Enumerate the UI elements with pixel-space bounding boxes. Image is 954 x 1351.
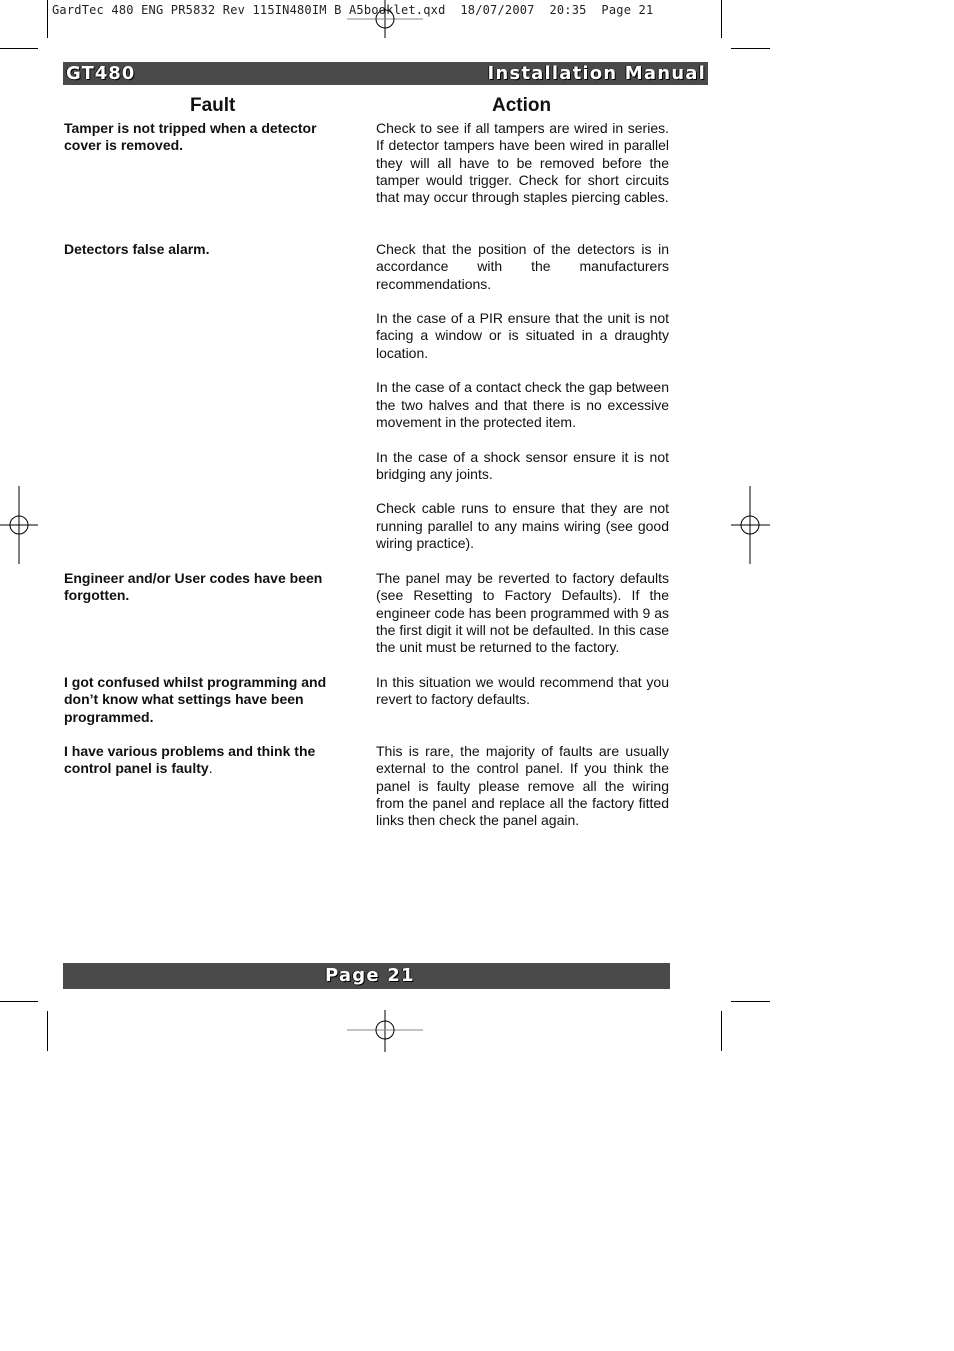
fault-text	[64, 241, 349, 258]
print-slug-line: GardTec 480 ENG PR5832 Rev 115IN480IM B A5booklet.qxd 18/07/2007 20:35 Page 21	[52, 3, 654, 17]
action-paragraph: In the case of a contact check the gap between the two halves and that there is no excessive movement in the protected item.	[376, 379, 669, 430]
fault-label: I got confused whilst programming and don’t know what settings have been programmed.	[64, 674, 327, 725]
page-number: Page 21	[325, 965, 415, 986]
crop-mark-bottom-left-horizontal	[0, 1001, 38, 1002]
crop-mark-bottom-right-vertical	[721, 1011, 722, 1051]
registration-mark-top-icon	[345, 0, 425, 40]
footer-bar	[63, 963, 670, 989]
action-paragraph: Check to see if all tampers are wired in series. If detector tampers have been wired in parallel they will all have to be removed before the tamper would trigger. Check for short circuits that may occur through staples piercing cables.	[376, 120, 669, 206]
fault-text	[64, 674, 349, 726]
action-paragraph: In the case of a shock sensor ensure it is not bridging any joints.	[376, 448, 669, 482]
action-text	[376, 570, 669, 656]
registration-mark-right-icon	[730, 486, 770, 564]
fault-label: Engineer and/or User codes have been forgotten.	[64, 570, 323, 604]
fault-text	[64, 743, 349, 778]
fault-label: Detectors false alarm.	[64, 241, 210, 257]
action-column-heading: Action	[492, 95, 552, 116]
action-paragraph: The panel may be reverted to factory defaults (see Resetting to Factory Defaults). If the engineer code has been programmed with 9 as the first digit it will not be defaulted. In this case the unit must be returned to the factory.	[376, 570, 669, 656]
action-paragraph: This is rare, the majority of faults are usually external to the control panel. If you think the panel is faulty please remove all the wiring from the panel and replace all the factory fitted links then check the panel again.	[376, 743, 669, 829]
action-paragraph: Check cable runs to ensure that they are not running parallel to any mains wiring (see good wiring practice).	[376, 500, 669, 552]
fault-column-heading: Fault	[190, 95, 236, 116]
registration-mark-bottom-icon	[345, 1010, 425, 1052]
registration-mark-left-icon	[0, 486, 40, 564]
action-text	[376, 241, 669, 552]
crop-mark-top-right-vertical	[721, 0, 722, 38]
action-paragraph: Check that the position of the detectors is in accordance with the manufacturers recommendations.	[376, 241, 669, 292]
crop-mark-bottom-left-vertical	[47, 1011, 48, 1051]
product-name: GT480	[66, 63, 136, 84]
fault-label: I have various problems and think the control panel is faulty	[64, 743, 316, 777]
header-bar	[63, 62, 708, 85]
fault-tail: .	[208, 760, 213, 777]
fault-text	[64, 120, 349, 155]
crop-mark-top-left-horizontal	[0, 48, 38, 49]
manual-title: Installation Manual	[487, 63, 706, 84]
crop-mark-bottom-right-horizontal	[731, 1001, 770, 1002]
action-paragraph: In this situation we would recommend that you revert to factory defaults.	[376, 674, 669, 708]
fault-label: Tamper is not tripped when a detector cover is removed.	[64, 120, 317, 154]
action-text	[376, 120, 669, 206]
action-paragraph: In the case of a PIR ensure that the unit is not facing a window or is situated in a draughty location.	[376, 310, 669, 361]
fault-text	[64, 570, 349, 605]
action-text	[376, 674, 669, 709]
action-text	[376, 743, 669, 829]
crop-mark-top-left-vertical	[47, 0, 48, 38]
crop-mark-top-right-horizontal	[731, 48, 770, 49]
